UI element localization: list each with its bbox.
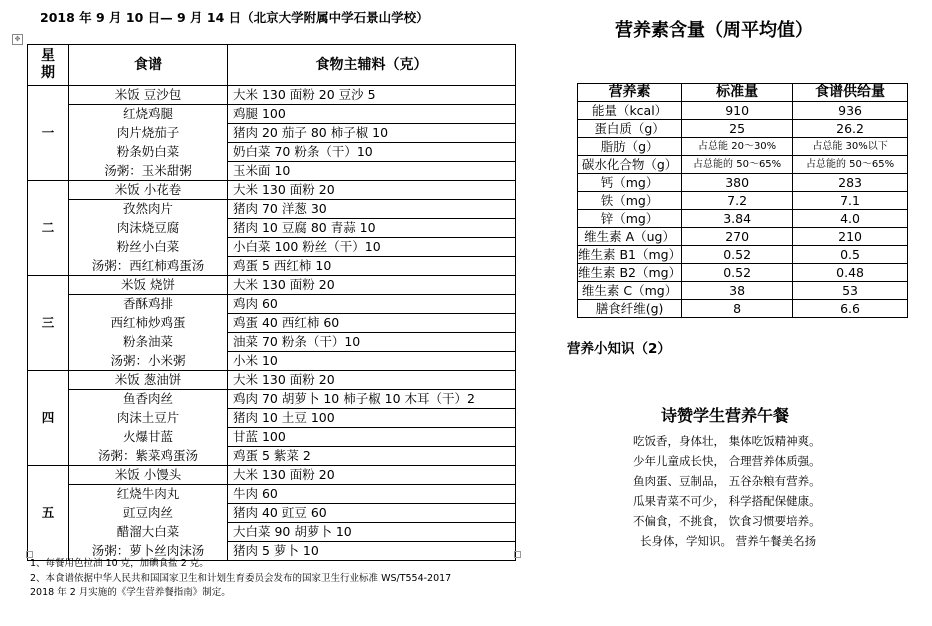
menu-row (28, 504, 516, 523)
ingredients-cell: 玉米面 10 (228, 162, 516, 181)
nutrition-row (578, 300, 908, 318)
menu-row (28, 352, 516, 371)
menu-row (28, 181, 516, 200)
ingredients-cell: 鸡腿 100 (228, 105, 516, 124)
nutrition-row (578, 264, 908, 282)
nutrition-row (578, 120, 908, 138)
dish-cell: 粉条油菜 (69, 333, 228, 352)
ingredients-cell: 鸡肉 70 胡萝卜 10 柿子椒 10 木耳（干）2 (228, 390, 516, 409)
standard-value-cell: 380 (682, 174, 793, 192)
supply-value-cell: 210 (793, 228, 908, 246)
supply-value-cell: 4.0 (793, 210, 908, 228)
nutrient-name-cell: 铁（mg） (578, 192, 682, 210)
dish-cell: 汤粥：紫菜鸡蛋汤 (69, 447, 228, 466)
standard-value-cell: 占总能的 50～65% (682, 156, 793, 174)
menu-row (28, 162, 516, 181)
dish-cell: 米饭 小馒头 (69, 466, 228, 485)
dish-cell: 肉沫烧豆腐 (69, 219, 228, 238)
nutrition-row (578, 102, 908, 120)
standard-value-cell: 3.84 (682, 210, 793, 228)
standard-value-cell: 910 (682, 102, 793, 120)
nutrient-name-cell: 维生素 C（mg） (578, 282, 682, 300)
dish-cell: 鱼香肉丝 (69, 390, 228, 409)
menu-row (28, 238, 516, 257)
poem-line: 鱼肉蛋、豆制品， 五谷杂粮有营养。 (633, 474, 821, 488)
nutrition-row (578, 282, 908, 300)
supply-value-cell: 占总能 30%以下 (793, 138, 908, 156)
menu-row (28, 447, 516, 466)
dish-cell: 米饭 小花卷 (69, 181, 228, 200)
ingredients-cell: 猪肉 10 豆腐 80 青蒜 10 (228, 219, 516, 238)
supply-value-cell: 0.5 (793, 246, 908, 264)
nutrient-name-cell: 脂肪（g） (578, 138, 682, 156)
nutrition-title: 营养素含量（周平均值） (615, 20, 813, 41)
nut-header-standard: 标准量 (682, 84, 793, 102)
footnote-1: 1、每餐用色拉油 10 克，加碘食盐 2 克。 (30, 558, 209, 569)
day-cell: 三 (28, 276, 69, 371)
menu-row (28, 257, 516, 276)
menu-row (28, 409, 516, 428)
dish-cell: 粉条奶白菜 (69, 143, 228, 162)
day-cell: 四 (28, 371, 69, 466)
nutrient-name-cell: 碳水化合物（g） (578, 156, 682, 174)
supply-value-cell: 6.6 (793, 300, 908, 318)
ingredients-cell: 猪肉 10 土豆 100 (228, 409, 516, 428)
ingredients-cell: 猪肉 5 萝卜 10 (228, 542, 516, 561)
supply-value-cell: 占总能的 50～65% (793, 156, 908, 174)
ingredients-cell: 鸡蛋 5 西红柿 10 (228, 257, 516, 276)
col-header-day-text: 星期 (41, 48, 55, 81)
ingredients-cell: 鸡蛋 40 西红柿 60 (228, 314, 516, 333)
ingredients-cell: 甘蓝 100 (228, 428, 516, 447)
dish-cell: 红烧牛肉丸 (69, 485, 228, 504)
dish-cell: 香酥鸡排 (69, 295, 228, 314)
tips-title: 营养小知识（2） (567, 341, 671, 357)
ingredients-cell: 猪肉 20 茄子 80 柿子椒 10 (228, 124, 516, 143)
supply-value-cell: 53 (793, 282, 908, 300)
nutrient-name-cell: 锌（mg） (578, 210, 682, 228)
nutrient-name-cell: 维生素 B2（mg） (578, 265, 682, 280)
ingredients-cell: 大米 130 面粉 20 (228, 181, 516, 200)
ingredients-cell: 猪肉 70 洋葱 30 (228, 200, 516, 219)
nutrient-name-cell: 维生素 B1（mg） (578, 247, 682, 262)
supply-value-cell: 0.48 (793, 264, 908, 282)
supply-value-cell: 283 (793, 174, 908, 192)
menu-row (28, 466, 516, 485)
day-cell: 一 (28, 86, 69, 181)
poem-line: 少年儿童成长快， 合理营养体质强。 (633, 454, 821, 468)
dish-cell: 汤粥：萝卜丝肉沫汤 (69, 542, 228, 561)
dish-cell: 粉丝小白菜 (69, 238, 228, 257)
day-cell: 二 (28, 181, 69, 276)
standard-value-cell: 38 (682, 282, 793, 300)
menu-row (28, 485, 516, 504)
dish-cell: 汤粥：西红柿鸡蛋汤 (69, 257, 228, 276)
standard-value-cell: 8 (682, 300, 793, 318)
standard-value-cell: 占总能 20～30% (682, 138, 793, 156)
menu-row (28, 314, 516, 333)
ingredients-cell: 大白菜 90 胡萝卜 10 (228, 523, 516, 542)
nut-header-nutrient: 营养素 (578, 84, 682, 102)
menu-row (28, 523, 516, 542)
standard-value-cell: 0.52 (682, 264, 793, 282)
menu-row (28, 390, 516, 409)
poem-title: 诗赞学生营养午餐 (661, 406, 790, 425)
day-cell: 五 (28, 466, 69, 561)
menu-row (28, 371, 516, 390)
menu-row (28, 124, 516, 143)
nutrition-row (578, 228, 908, 246)
dish-cell: 火爆甘蓝 (69, 428, 228, 447)
col-header-ingredients: 食物主辅料（克） (228, 45, 516, 86)
nutrition-row (578, 246, 908, 264)
menu-row (28, 143, 516, 162)
col-header-day (28, 45, 69, 86)
dish-cell: 汤粥：玉米甜粥 (69, 162, 228, 181)
dish-cell: 米饭 烧饼 (69, 276, 228, 295)
ingredients-cell: 猪肉 40 豇豆 60 (228, 504, 516, 523)
nutrition-row (578, 174, 908, 192)
ingredients-cell: 大米 130 面粉 20 (228, 276, 516, 295)
ingredients-cell: 油菜 70 粉条（干）10 (228, 333, 516, 352)
poem-line: 不偏食，不挑食， 饮食习惯要培养。 (633, 514, 821, 528)
poem-line: 瓜果青菜不可少， 科学搭配保健康。 (633, 494, 821, 508)
dish-cell: 醋溜大白菜 (69, 523, 228, 542)
col-header-dish: 食谱 (69, 45, 228, 86)
dish-cell: 米饭 豆沙包 (69, 86, 228, 105)
nut-header-supply: 食谱供给量 (793, 84, 908, 102)
menu-row (28, 200, 516, 219)
supply-value-cell: 7.1 (793, 192, 908, 210)
ingredients-cell: 小米 10 (228, 352, 516, 371)
table-move-handle-icon[interactable]: ✥ (12, 34, 23, 45)
nutrition-row (578, 156, 908, 174)
dish-cell: 肉片烧茄子 (69, 124, 228, 143)
ingredients-cell: 鸡蛋 5 紫菜 2 (228, 447, 516, 466)
nutrition-table (577, 83, 908, 318)
dish-cell: 米饭 葱油饼 (69, 371, 228, 390)
nutrition-row (578, 138, 908, 156)
supply-value-cell: 936 (793, 102, 908, 120)
dish-cell: 豇豆肉丝 (69, 504, 228, 523)
nutrient-name-cell: 膳食纤维(g) (578, 300, 682, 318)
ingredients-cell: 大米 130 面粉 20 (228, 371, 516, 390)
menu-table (27, 44, 516, 561)
nutrient-name-cell: 维生素 A（ug） (578, 228, 682, 246)
ingredients-cell: 大米 130 面粉 20 豆沙 5 (228, 86, 516, 105)
dish-cell: 西红柿炒鸡蛋 (69, 314, 228, 333)
menu-row (28, 219, 516, 238)
dish-cell: 孜然肉片 (69, 200, 228, 219)
standard-value-cell: 7.2 (682, 192, 793, 210)
supply-value-cell: 26.2 (793, 120, 908, 138)
menu-row (28, 295, 516, 314)
ingredients-cell: 牛肉 60 (228, 485, 516, 504)
page-header: 2018 年 9 月 10 日— 9 月 14 日（北京大学附属中学石景山学校） (40, 10, 429, 25)
standard-value-cell: 25 (682, 120, 793, 138)
ingredients-cell: 小白菜 100 粉丝（干）10 (228, 238, 516, 257)
nutrition-row (578, 210, 908, 228)
menu-row (28, 428, 516, 447)
table-resize-handle[interactable] (514, 551, 521, 558)
ingredients-cell: 鸡肉 60 (228, 295, 516, 314)
nutrition-row (578, 192, 908, 210)
footnote-2: 2、本食谱依据中华人民共和国国家卫生和计划生育委员会发布的国家卫生行业标准 WS/T554-2017 (30, 573, 452, 584)
ingredients-cell: 奶白菜 70 粉条（干）10 (228, 143, 516, 162)
menu-row (28, 276, 516, 295)
nutrient-name-cell: 蛋白质（g） (578, 120, 682, 138)
footnote-3: 2018 年 2 月实施的《学生营养餐指南》制定。 (30, 587, 231, 598)
ingredients-cell: 大米 130 面粉 20 (228, 466, 516, 485)
poem-line: 长身体，学知识。 营养午餐美名扬 (640, 534, 817, 548)
dish-cell: 红烧鸡腿 (69, 105, 228, 124)
menu-row (28, 105, 516, 124)
dish-cell: 肉沫土豆片 (69, 409, 228, 428)
menu-row (28, 333, 516, 352)
dish-cell: 汤粥：小米粥 (69, 352, 228, 371)
menu-row (28, 86, 516, 105)
nutrient-name-cell: 能量（kcal） (578, 102, 682, 120)
standard-value-cell: 0.52 (682, 246, 793, 264)
standard-value-cell: 270 (682, 228, 793, 246)
poem-line: 吃饭香，身体壮， 集体吃饭精神爽。 (633, 434, 821, 448)
nutrient-name-cell: 钙（mg） (578, 174, 682, 192)
